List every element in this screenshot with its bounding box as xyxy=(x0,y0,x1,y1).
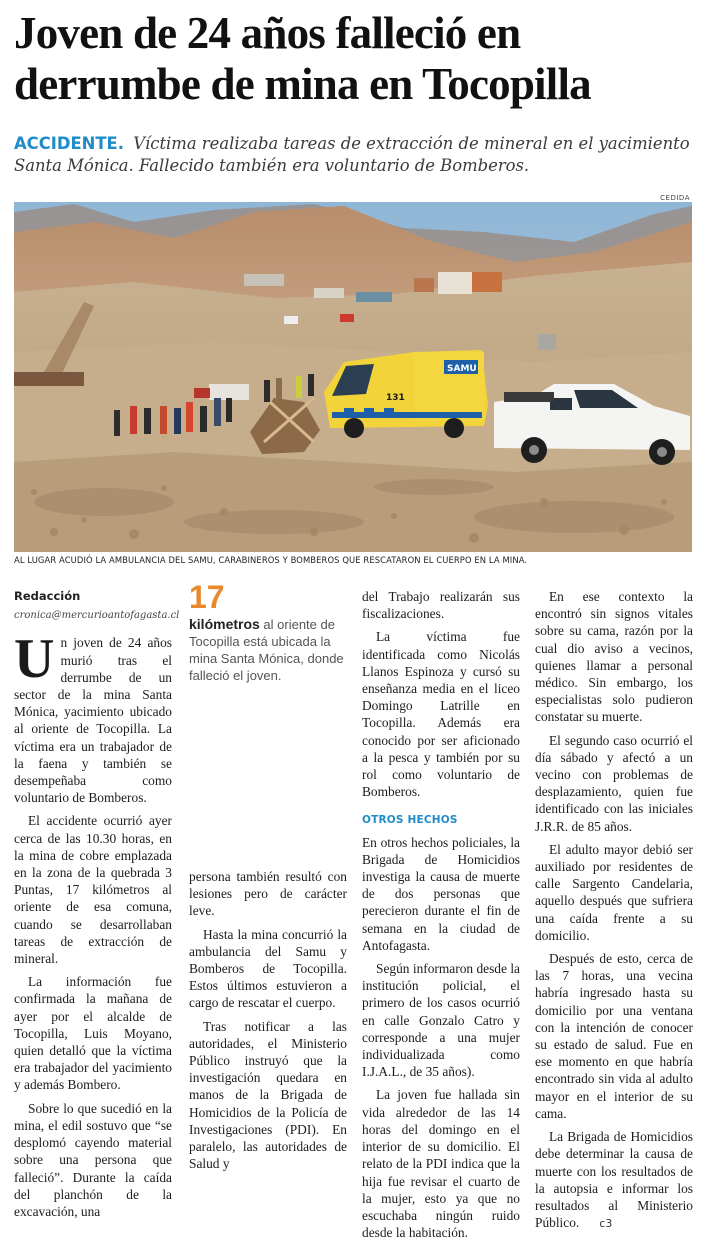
paragraph-text: La Brigada de Homicidios debe determinar la causa de muerte con los resultados de la autopsia e informar los resultados al Ministerio Público. xyxy=(535,1129,693,1231)
factbox xyxy=(189,580,347,684)
factbox-unit: kilómetros xyxy=(189,616,260,632)
headline xyxy=(14,8,694,110)
headline-line-2: derrumbe de mina en Tocopilla xyxy=(14,59,591,109)
byline-email[interactable]: cronica@mercurioantofagasta.cl xyxy=(14,610,180,622)
paragraph: El adulto mayor debió ser auxiliado por residentes de calle Sargento Candelaria, aquello después que sufriera una caída frente a su domicilio. xyxy=(535,841,693,943)
byline-author: Redacción xyxy=(14,589,81,603)
paragraph: En ese contexto la encontró sin signos vitales sobre su cama, razón por la cual dio aviso a vecinos, quienes llamar a personal médico. Sin embargo, los especialistas solo pudieron constatar su muerte. xyxy=(535,589,693,725)
lede-kicker: ACCIDENTE. xyxy=(14,134,124,153)
paragraph xyxy=(14,628,172,806)
article-photo xyxy=(14,202,692,552)
ambulance-samu-label: SAMU xyxy=(447,364,477,374)
article-column-2 xyxy=(189,868,347,1178)
drop-cap: U xyxy=(14,628,55,691)
article-column-4 xyxy=(535,588,693,1238)
paragraph: Tras notificar a las autoridades, el Ministerio Público instruyó que la investigación quedara en manos de la Brigada de Homicidios de la Policía de Investigaciones (PDI). En paralelo, las autoridades de Salud y xyxy=(189,1018,347,1172)
paragraph: La joven fue hallada sin vida alrededor de las 14 horas del domingo en el interior de su domicilio. El relato de la PDI indica que la hija fue revisar el cuarto de la mujer, esto ya que no escuchaba ningún ruido desde la habitación. xyxy=(362,1087,520,1241)
article-column-3 xyxy=(362,588,520,1247)
samu-ambulance xyxy=(324,350,488,438)
paragraph: Después de esto, cerca de las 7 horas, una vecina habría ingresado hasta su domicilio por una ventana con la intención de conocer su estado de salud. Fue en ese momento en que habría encontrado sin vida al adulto mayor en el interior de su cama. xyxy=(535,951,693,1121)
photo-caption: AL LUGAR ACUDIÓ LA AMBULANCIA DEL SAMU, CARABINEROS Y BOMBEROS QUE RESCATARON EL CUERPO EN LA MINA. xyxy=(14,555,528,565)
paragraph: del Trabajo realizarán sus fiscalizaciones. xyxy=(362,589,520,622)
paragraph: persona también resultó con lesiones pero de carácter leve. xyxy=(189,869,347,919)
factbox-description: al oriente de Tocopilla está ubicada la mina Santa Mónica, donde falleció el joven. xyxy=(189,617,344,683)
lede xyxy=(14,133,694,177)
article-column-1 xyxy=(14,588,180,1226)
paragraph: La información fue confirmada la mañana de ayer por el alcalde de Tocopilla, Luis Moyano, quien detalló que la víctima era trabajador del yacimiento y además Bombero. xyxy=(14,974,172,1093)
end-mark-icon: c3 xyxy=(599,1217,613,1231)
paragraph: Sobre lo que sucedió en la mina, el edil sostuvo que “se desplomó cayendo material sobre una persona que falleció”. Durante la caída del planchón de la excavación, una xyxy=(14,1100,172,1219)
paragraph-text: n joven de 24 años murió tras el derrumbe de un sector de la mina Santa Mónica, yacimiento ubicado al oriente de Tocopilla. La víctima era un trabajador de la faena y también se desempeñaba como voluntario de Bomberos. xyxy=(14,635,172,806)
photo-credit: CEDIDA xyxy=(660,194,690,202)
paragraph: Hasta la mina concurrió la ambulancia del Samu y Bomberos de Tocopilla. Estos últimos estuvieron a cargo de rescatar el cuerpo. xyxy=(189,926,347,1011)
lede-text: Víctima realizaba tareas de extracción de mineral en el yacimiento Santa Mónica. Fallecido también era voluntario de Bomberos. xyxy=(14,134,690,175)
paragraph: En otros hechos policiales, la Brigada de Homicidios investiga la causa de muerte de dos personas que perecieron durante el fin de semana en la ciudad de Antofagasta. xyxy=(362,834,520,953)
paragraph xyxy=(535,1128,693,1232)
paragraph: La víctima fue identificada como Nicolás Llanos Espinoza y cursó su enseñanza media en el liceo Domingo Latrille en Tocopilla. Además era conocido por ser aficionado a la pesca y también por su rol como voluntario de Bomberos. xyxy=(362,629,520,800)
mine-scene-illustration xyxy=(14,202,692,552)
factbox-number: 17 xyxy=(189,579,225,615)
paragraph: El segundo caso ocurrió el día sábado y afectó a un vecino con problemas de desplazamiento, quien fue identificado con las iniciales J.R.R. de 85 años. xyxy=(535,732,693,834)
paragraph: Según informaron desde la institución policial, el primero de los casos ocurrió en calle Gonzalo Catro y corresponde a una mujer individualizada como I.J.A.L., de 35 años). xyxy=(362,961,520,1080)
headline-line-1: Joven de 24 años falleció en xyxy=(14,8,521,58)
ambulance-number: 131 xyxy=(386,393,405,403)
subhead-otros-hechos: OTROS HECHOS xyxy=(362,814,458,827)
paragraph: El accidente ocurrió ayer cerca de las 10.30 horas, en la mina de cobre emplazada en la zona de la quebrada 3 Puntas, 17 kilómetros al oriente de esa comuna, cuando se desarrollaban tareas de extracción de mineral. xyxy=(14,813,172,967)
factbox-text xyxy=(189,616,347,684)
